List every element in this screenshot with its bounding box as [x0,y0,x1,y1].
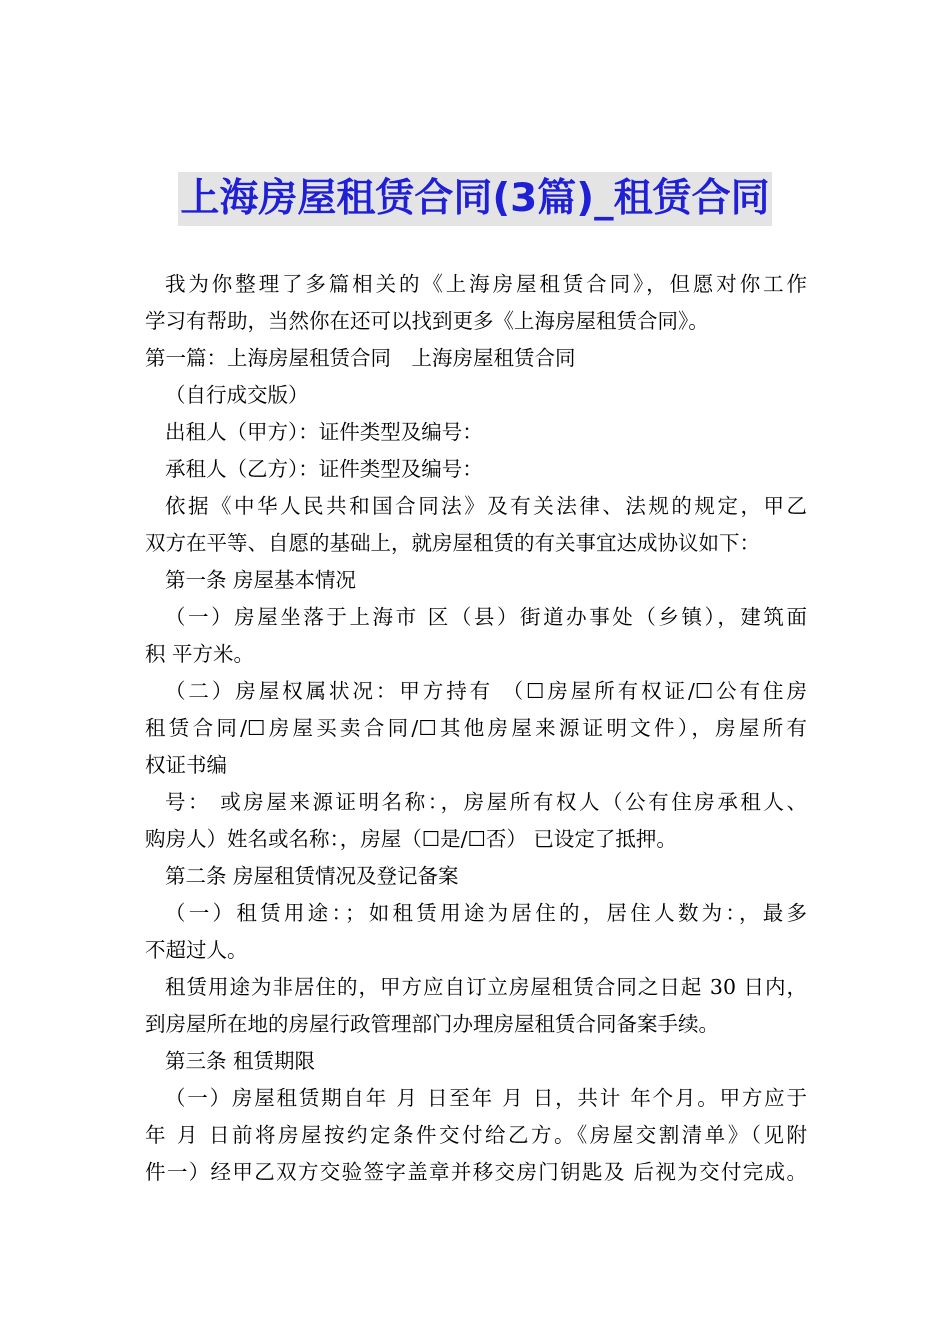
document-body [145,266,807,1191]
body-line: （一）房屋租赁期自年 月 日至年 月 日，共计 年个月。甲方应于 [165,1086,807,1110]
body-line: 出租人（甲方）：证件类型及编号： [165,420,483,444]
body-line: 不超过人。 [145,938,248,962]
body-line: 购房人）姓名或名称：，房屋（☐是/☐否） 已设定了抵押。 [145,827,677,851]
body-line: 到房屋所在地的房屋行政管理部门办理房屋租赁合同备案手续。 [145,1012,719,1036]
body-line: 第三条 租赁期限 [165,1049,316,1073]
body-line: 依据《中华人民共和国合同法》及有关法律、法规的规定，甲乙 [165,494,807,518]
body-line: （自行成交版） [165,383,309,407]
body-line: （二）房屋权属状况：甲方持有 （☐房屋所有权证/☐公有住房 [165,679,807,703]
body-line: 年 月 日前将房屋按约定条件交付给乙方。《房屋交割清单》（见附 [145,1123,807,1147]
body-line: 学习有帮助，当然你在还可以找到更多《上海房屋租赁合同》。 [145,309,709,333]
body-line: 承租人（乙方）：证件类型及编号： [165,457,483,481]
body-line: 权证书编 [145,753,227,777]
body-line: 我为你整理了多篇相关的《上海房屋租赁合同》，但愿对你工作 [165,272,807,296]
title-container [0,172,950,226]
body-line: （一）房屋坐落于上海市 区（县）街道办事处（乡镇），建筑面 [165,605,807,629]
body-line: 件一）经甲乙双方交验签字盖章并移交房门钥匙及 后视为交付完成。 [145,1160,807,1184]
body-line: 租赁合同/☐房屋买卖合同/☐其他房屋来源证明文件），房屋所有 [145,716,807,740]
body-line: 积 平方米。 [145,642,255,666]
body-line: 双方在平等、自愿的基础上，就房屋租赁的有关事宜达成协议如下： [145,531,760,555]
document-title: 上海房屋租赁合同(3篇)_租赁合同 [178,172,771,226]
body-line: 租赁用途为非居住的，甲方应自订立房屋租赁合同之日起 30 日内， [165,975,807,999]
body-line: 第一篇：上海房屋租赁合同 上海房屋租赁合同 [145,346,576,370]
body-line: 第二条 房屋租赁情况及登记备案 [165,864,459,888]
body-line: 号： 或房屋来源证明名称：，房屋所有权人（公有住房承租人、 [165,790,807,814]
body-line: （一）租赁用途：；如租赁用途为居住的，居住人数为：，最多 [165,901,807,925]
body-line: 第一条 房屋基本情况 [165,568,357,592]
